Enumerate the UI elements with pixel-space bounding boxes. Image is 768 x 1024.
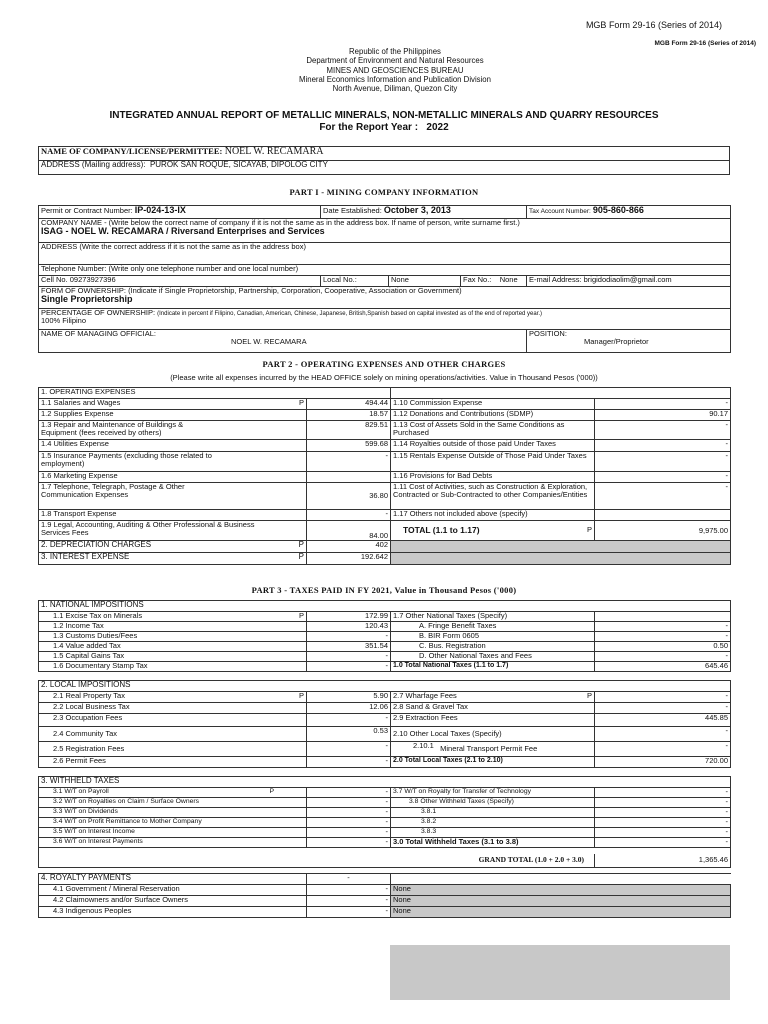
wt-value: -	[595, 798, 731, 808]
loc-label: 2.10.1	[413, 741, 434, 750]
managing-value: NOEL W. RECAMARA	[231, 336, 307, 346]
address-cell	[39, 243, 731, 265]
wt-row-3-8-3: 3.8.3	[391, 828, 595, 838]
nat-row-1-7: 1.7 Other National Taxes (Specify)	[391, 612, 595, 622]
op-row-1-9: 1.9 Legal, Accounting, Auditing & Other Professional & Business Services Fees	[39, 521, 307, 541]
cell-number	[39, 276, 321, 287]
total-label: TOTAL (1.1 to 1.17)	[403, 525, 480, 536]
wt-value: -	[307, 798, 391, 808]
op-value: -	[307, 452, 391, 472]
peso-sign: P	[587, 525, 593, 535]
local-impositions-label: 2. LOCAL IMPOSITIONS	[39, 681, 731, 692]
date-cell	[321, 206, 527, 219]
royalty-blank	[391, 874, 731, 885]
percentage-cell	[39, 309, 731, 330]
op-value: -	[595, 452, 731, 472]
loc-row-2-7	[391, 692, 595, 703]
loc-label: 2.1 Real Property Tax	[53, 691, 125, 700]
op-row-1-2: 1.2 Supplies Expense	[39, 410, 307, 421]
nat-row-1-5: 1.5 Capital Gains Tax	[39, 652, 307, 662]
op-value: 84.00	[307, 521, 391, 541]
nat-value: 0.50	[595, 642, 731, 652]
header-line-4: Mineral Economics Information and Publication Division	[299, 75, 491, 85]
part1-table	[38, 205, 731, 353]
managing-cell	[39, 330, 527, 353]
local-total-label: 2.0 Total Local Taxes (2.1 to 2.10)	[391, 757, 595, 768]
telephone-label: Telephone Number: (Write only one telephone number and one local number)	[41, 264, 299, 273]
company-name-row	[39, 147, 730, 161]
nat-value: 351.54	[307, 642, 391, 652]
op-value: 18.57	[307, 410, 391, 421]
wt-row-3-8-2: 3.8.2	[391, 818, 595, 828]
op-row-1-5: 1.5 Insurance Payments (excluding those related to employment)	[39, 452, 307, 472]
nat-row-1-1	[39, 612, 307, 622]
op-value: 494.44	[307, 399, 391, 410]
royalty-row-4-1: 4.1 Government / Mineral Reservation	[39, 885, 307, 896]
grand-total-value: 1,365.46	[595, 854, 731, 868]
part1-title: PART I - MINING COMPANY INFORMATION	[289, 187, 479, 197]
nat-row-1-2: 1.2 Income Tax	[39, 622, 307, 632]
op-label: 1.1 Salaries and Wages	[41, 398, 121, 407]
fax-value: None	[499, 275, 518, 284]
report-year-label: For the Report Year :	[319, 122, 419, 133]
agency-header	[0, 47, 768, 94]
op-value: -	[595, 421, 731, 440]
depreciation-label: 2. DEPRECIATION CHARGES	[41, 540, 152, 549]
wt-value: -	[595, 788, 731, 798]
op-value: -	[307, 510, 391, 521]
total-value: 9,975.00	[595, 521, 731, 541]
report-title: INTEGRATED ANNUAL REPORT OF METALLIC MINERALS, NON-METALLIC MINERALS AND QUARRY RESOURCES	[109, 110, 659, 121]
date-value: October 3, 2013	[383, 205, 451, 215]
loc-value: 12.06	[307, 703, 391, 714]
wt-row-3-7: 3.7 W/T on Royalty for Transfer of Technology	[391, 788, 595, 798]
op-value: -	[595, 483, 731, 510]
total-cell	[391, 521, 595, 541]
loc-sub-label: Mineral Transport Permit Fee	[440, 744, 538, 753]
spacer	[39, 768, 731, 777]
tax-value: 905-860-866	[592, 205, 644, 215]
peso-sign: P	[298, 540, 304, 549]
op-row-1-13: 1.13 Cost of Assets Sold in the Same Conditions as Purchased	[391, 421, 595, 440]
part2-table	[38, 387, 731, 565]
company-value: ISAG - NOEL W. RECAMARA / Riversand Enterprises and Services	[41, 225, 325, 236]
telephone-cell	[39, 265, 731, 276]
op-value: -	[595, 399, 731, 410]
op-value: -	[595, 472, 731, 483]
report-year-line	[0, 122, 768, 133]
nat-label: 1.1 Excise Tax on Minerals	[53, 611, 143, 620]
nat-row-a: A. Fringe Benefit Taxes	[391, 622, 595, 632]
nat-row-b: B. BIR Form 0605	[391, 632, 595, 642]
wt-value: -	[595, 818, 731, 828]
wt-value: -	[307, 808, 391, 818]
percentage-value: 100% Filipino	[41, 316, 87, 326]
ownership-cell	[39, 287, 731, 309]
company-name-label: NAME OF COMPANY/LICENSE/PERMITTEE:	[41, 146, 223, 156]
op-row-1-12: 1.12 Donations and Contributions (SDMP)	[391, 410, 595, 421]
interest-value: 192.642	[307, 553, 391, 565]
wt-row-3-1	[39, 788, 307, 798]
wt-row-3-2: 3.2 W/T on Royalties on Claim / Surface Owners	[39, 798, 307, 808]
local-label: Local No.:	[321, 276, 389, 287]
nat-value: 120.43	[307, 622, 391, 632]
peso-sign: P	[298, 691, 304, 700]
operating-expenses-label: 1. OPERATING EXPENSES	[39, 388, 391, 399]
op-value: 36.80	[307, 483, 391, 510]
op-row-1-8: 1.8 Transport Expense	[39, 510, 307, 521]
cell-label: Cell No. 09273927396	[41, 275, 116, 284]
royalty-row-4-2: 4.2 Claimowners and/or Surface Owners	[39, 896, 307, 907]
loc-row-2-10-1	[391, 742, 595, 757]
loc-row-2-5: 2.5 Registration Fees	[39, 742, 307, 757]
op-row-1-11: 1.11 Cost of Activities, such as Construction & Exploration, Contracted or Sub-Contracted to other Companies/Entities	[391, 483, 595, 510]
loc-value: -	[595, 703, 731, 714]
email-cell	[527, 276, 731, 287]
withheld-total-value: -	[595, 838, 731, 848]
header-line-3: MINES AND GEOSCIENCES BUREAU	[326, 65, 464, 75]
peso-sign: P	[298, 611, 304, 620]
grand-total-label: GRAND TOTAL (1.0 + 2.0 + 3.0)	[39, 854, 595, 868]
op-row-1-16: 1.16 Provisions for Bad Debts	[391, 472, 595, 483]
nat-value: -	[595, 652, 731, 662]
nat-value: -	[307, 662, 391, 672]
op-row-1-15: 1.15 Rentals Expense Outside of Those Paid Under Taxes	[391, 452, 595, 472]
wt-row-3-8: 3.8 Other Withheld Taxes (Specify)	[391, 798, 595, 808]
wt-value: -	[307, 838, 391, 848]
op-value	[307, 472, 391, 483]
loc-value: -	[307, 742, 391, 757]
royalty-note: None	[391, 907, 731, 918]
loc-value: -	[595, 742, 731, 757]
loc-row-2-2: 2.2 Local Business Tax	[39, 703, 307, 714]
wt-row-3-4: 3.4 W/T on Profit Remittance to Mother Company	[39, 818, 307, 828]
depreciation-cell	[39, 541, 307, 553]
loc-row-2-8: 2.8 Sand & Gravel Tax	[391, 703, 595, 714]
loc-row-2-3: 2.3 Occupation Fees	[39, 714, 307, 727]
gray-panel	[390, 945, 730, 1000]
part3-title: PART 3 - TAXES PAID IN FY 2021, Value in Thousand Pesos ('000)	[251, 585, 517, 595]
part3-table	[38, 600, 731, 918]
loc-row-2-6: 2.6 Permit Fees	[39, 757, 307, 768]
loc-row-2-4: 2.4 Community Tax	[39, 727, 307, 742]
royalty-label: 4. ROYALTY PAYMENTS	[39, 874, 307, 885]
loc-value: 445.85	[595, 714, 731, 727]
company-block	[38, 146, 730, 175]
percentage-note: (Indicate in percent if Filipino, Canadian, American, Chinese, Japanese, British,Spanish based on capital invested as of the end of reported year.)	[157, 311, 543, 317]
op-row-1-14: 1.14 Royalties outside of those paid Under Taxes	[391, 440, 595, 452]
loc-value: 0.53	[307, 727, 391, 742]
op-row-1-6: 1.6 Marketing Expense	[39, 472, 307, 483]
position-label: POSITION:	[529, 329, 567, 338]
national-label: 1. NATIONAL IMPOSITIONS	[39, 601, 731, 612]
company-label: COMPANY NAME - (Write below the correct name of company if it is not the same as in the address box. If name of person, write surname first.)	[41, 218, 520, 227]
nat-value: -	[307, 652, 391, 662]
permit-label: Permit or Contract Number:	[41, 206, 133, 215]
loc-row-2-1	[39, 692, 307, 703]
tax-label: Tax Account Number:	[529, 208, 591, 215]
royalty-note: None	[391, 896, 731, 907]
op-row-1-4: 1.4 Utilities Expense	[39, 440, 307, 452]
company-name-cell	[39, 219, 731, 243]
op-row-1-3: 1.3 Repair and Maintenance of Buildings & Equipment (fees received by others)	[39, 421, 307, 440]
part2-note: (Please write all expenses incurred by the HEAD OFFICE solely on mining operations/activities. Value in Thousand Pesos ('000))	[170, 373, 598, 382]
nat-value: 172.99	[307, 612, 391, 622]
tax-cell	[527, 206, 731, 219]
op-value	[595, 510, 731, 521]
royalty-note: None	[391, 885, 731, 896]
position-value: Manager/Proprietor	[584, 336, 649, 346]
part2-blank	[391, 388, 731, 399]
wt-label: 3.1 W/T on Payroll	[53, 788, 109, 795]
loc-label: 2.7 Wharfage Fees	[393, 691, 457, 700]
local-value: None	[389, 276, 461, 287]
depreciation-value: 402	[307, 541, 391, 553]
local-total-value: 720.00	[595, 757, 731, 768]
form-id: MGB Form 29-16 (Series of 2014)	[585, 20, 722, 30]
email-label: E-mail Address: brigidodiaolim@gmail.com	[529, 275, 672, 284]
wt-value: -	[595, 828, 731, 838]
form-id-small: MGB Form 29-16 (Series of 2014)	[654, 40, 756, 47]
wt-value: -	[307, 818, 391, 828]
loc-value: -	[307, 714, 391, 727]
spacer	[39, 672, 731, 681]
withheld-total-label: 3.0 Total Withheld Taxes (3.1 to 3.8)	[391, 838, 595, 848]
nat-row-1-4: 1.4 Value added Tax	[39, 642, 307, 652]
royalty-value: -	[307, 874, 391, 885]
op-row-1-1	[39, 399, 307, 410]
loc-value: 5.90	[307, 692, 391, 703]
nat-value: -	[595, 622, 731, 632]
permit-value: IP-024-13-IX	[134, 205, 186, 215]
peso-sign: P	[269, 788, 274, 795]
nat-value: -	[307, 632, 391, 642]
wt-row-3-6: 3.6 W/T on Interest Payments	[39, 838, 307, 848]
op-value: -	[595, 440, 731, 452]
permit-cell	[39, 206, 321, 219]
peso-sign: P	[298, 398, 304, 407]
nat-row-1-3: 1.3 Customs Duties/Fees	[39, 632, 307, 642]
loc-row-2-9: 2.9 Extraction Fees	[391, 714, 595, 727]
nat-row-c: C. Bus. Registration	[391, 642, 595, 652]
loc-value: -	[307, 757, 391, 768]
date-label: Date Established:	[323, 206, 382, 215]
wt-row-3-5: 3.5 W/T on Interest Income	[39, 828, 307, 838]
managing-label: NAME OF MANAGING OFFICIAL:	[41, 329, 157, 338]
part2-title: PART 2 - OPERATING EXPENSES AND OTHER CHARGES	[262, 359, 506, 369]
wt-value: -	[595, 808, 731, 818]
header-line-2: Department of Environment and Natural Resources	[306, 56, 484, 66]
royalty-row-4-3: 4.3 Indigenous Peoples	[39, 907, 307, 918]
royalty-row-value: -	[307, 896, 391, 907]
interest-label: 3. INTEREST EXPENSE	[41, 552, 130, 561]
national-total-label: 1.0 Total National Taxes (1.1 to 1.7)	[391, 662, 595, 672]
gray-block	[391, 541, 731, 553]
loc-value: -	[595, 727, 731, 742]
header-line-5: North Avenue, Diliman, Quezon City	[332, 84, 458, 94]
wt-value: -	[307, 828, 391, 838]
wt-value: -	[307, 788, 391, 798]
peso-sign: P	[586, 691, 592, 700]
ownership-label: FORM OF OWNERSHIP: (Indicate if Single Proprietorship, Partnership, Corporation, Cooperative, Association or Government)	[41, 286, 462, 295]
address-label: ADDRESS (Write the correct address if it is not the same as in the address box)	[41, 242, 306, 251]
percentage-label: PERCENTAGE OF OWNERSHIP:	[41, 308, 156, 317]
nat-row-1-6: 1.6 Documentary Stamp Tax	[39, 662, 307, 672]
header-line-1: Republic of the Philippines	[349, 47, 441, 56]
op-value: 90.17	[595, 410, 731, 421]
fax-label: Fax No.:	[463, 275, 492, 284]
op-row-1-17: 1.17 Others not included above (specify)	[391, 510, 595, 521]
fax-cell	[461, 276, 527, 287]
loc-row-2-10: 2.10 Other Local Taxes (Specify)	[391, 727, 595, 742]
gray-block	[391, 553, 731, 565]
report-year: 2022	[426, 122, 449, 133]
company-name-value: NOEL W. RECAMARA	[224, 146, 324, 157]
loc-value: -	[595, 692, 731, 703]
mailing-address-value: PUROK SAN ROQUE, SICAYAB, DIPOLOG CITY	[149, 160, 328, 169]
op-value: 829.51	[307, 421, 391, 440]
nat-value: -	[595, 632, 731, 642]
mailing-address-label: ADDRESS (Mailing address):	[41, 160, 146, 169]
royalty-row-value: -	[307, 885, 391, 896]
ownership-value: Single Proprietorship	[41, 293, 133, 304]
royalty-row-value: -	[307, 907, 391, 918]
op-row-1-7: 1.7 Telephone, Telegraph, Postage & Other Communication Expenses	[39, 483, 307, 510]
mailing-address-row	[39, 161, 730, 175]
national-total-value: 645.46	[595, 662, 731, 672]
wt-row-3-3: 3.3 W/T on Dividends	[39, 808, 307, 818]
position-cell	[527, 330, 731, 353]
op-row-1-10: 1.10 Commission Expense	[391, 399, 595, 410]
nat-row-d: D. Other National Taxes and Fees	[391, 652, 595, 662]
wt-row-3-8-1: 3.8.1	[391, 808, 595, 818]
withheld-label: 3. WITHHELD TAXES	[39, 777, 731, 788]
peso-sign: P	[298, 552, 304, 561]
nat-value	[595, 612, 731, 622]
interest-cell	[39, 553, 307, 565]
op-value: 599.68	[307, 440, 391, 452]
